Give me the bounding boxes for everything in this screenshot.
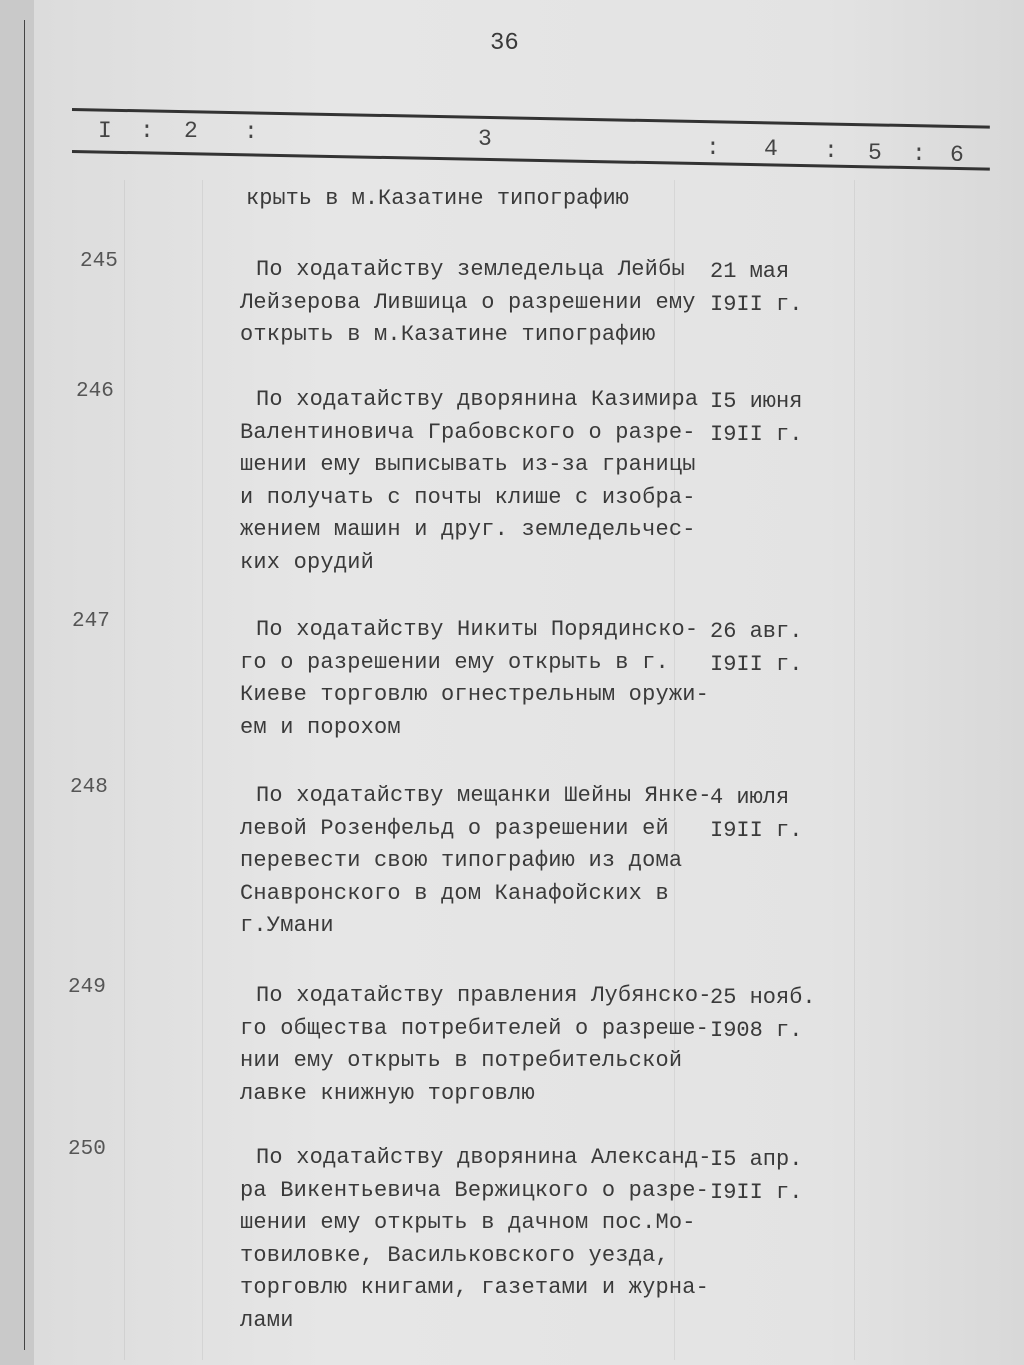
column-header-1: I (98, 118, 112, 144)
description-line: го о разрешении ему открыть в г. (240, 649, 669, 675)
description-line: Лейзерова Лившица о разрешении ему (240, 289, 696, 315)
description-line: жением машин и друг. земледельчес- (240, 517, 696, 542)
description-line: По ходатайству дворянина Александ- (256, 1145, 712, 1170)
column-separator: : (824, 138, 838, 164)
entry-date (710, 256, 802, 321)
date-line: I5 апр. (710, 1147, 803, 1172)
description-line: Снавронского в дом Канафойских в (240, 880, 669, 906)
description-line: открыть в м.Казатине типографию (240, 322, 656, 347)
entry-date (710, 386, 802, 451)
description-line: По ходатайству Никиты Порядинско- (256, 617, 699, 642)
page-number: 36 (490, 30, 519, 57)
binding-edge (0, 0, 36, 1365)
date-line: 4 июля (710, 785, 790, 810)
date-line: 21 мая (710, 259, 790, 284)
entry-date (710, 982, 816, 1047)
description-line: лавке книжную торговлю (240, 1080, 535, 1106)
entry-number: 248 (70, 776, 108, 799)
entry-description (240, 780, 712, 943)
date-line: I9II г. (710, 651, 803, 677)
column-separator: : (912, 141, 926, 167)
description-line: нии ему открыть в потребительской (240, 1048, 683, 1073)
entry-date (710, 782, 802, 847)
entry-description (240, 254, 696, 352)
entry-number: 245 (80, 250, 118, 273)
entry-date (710, 616, 802, 681)
column-header-5: 5 (868, 140, 882, 166)
entry-description (240, 1142, 712, 1337)
column-header-3: 3 (478, 126, 492, 152)
description-line: ра Викентьевича Вержицкого о разре- (240, 1177, 710, 1203)
entry-number: 246 (76, 380, 114, 403)
description-line: ем и порохом (240, 714, 401, 740)
description-line: перевести свою типографию из дома (240, 848, 683, 873)
column-header-4: 4 (764, 136, 778, 162)
entry-number: 247 (72, 610, 110, 633)
entry-number: 250 (68, 1138, 106, 1161)
description-line: шении ему открыть в дачном пос.Мо- (240, 1210, 696, 1235)
description-line: и получать с почты клише с изобра- (240, 484, 696, 510)
date-line: I9II г. (710, 1179, 803, 1205)
description-line: Валентиновича Грабовского о разре- (240, 419, 696, 445)
description-line: торговлю книгами, газетами и журна- (240, 1275, 710, 1300)
description-line: По ходатайству дворянина Казимира (256, 387, 699, 412)
description-line: левой Розенфельд о разрешении ей (240, 815, 669, 841)
date-line: I9II г. (710, 817, 803, 843)
entry-date (710, 1144, 802, 1209)
column-header-2: 2 (184, 118, 198, 144)
date-line: 25 нояб. (710, 985, 816, 1010)
description-line: ких орудий (240, 549, 375, 575)
date-line: I9II г. (710, 421, 803, 447)
date-line: I9II г. (710, 291, 803, 317)
date-line: 26 авг. (710, 619, 803, 644)
description-line: товиловке, Васильковского уезда, (240, 1242, 669, 1268)
column-header-6: 6 (950, 142, 964, 168)
description-line: По ходатайству земледельца Лейбы (256, 257, 685, 282)
description-line: го общества потребителей о разреше- (240, 1015, 710, 1041)
entry-description (240, 980, 712, 1110)
column-separator: : (706, 135, 720, 161)
description-line: Киеве торговлю огнестрельным оружи- (240, 682, 710, 707)
description-line: По ходатайству мещанки Шейны Янке- (256, 783, 712, 808)
entry-number: 249 (68, 976, 106, 999)
description-line: По ходатайству правления Лубянско- (256, 983, 712, 1008)
entry-description (240, 384, 698, 579)
date-line: I908 г. (710, 1017, 803, 1043)
description-line: шении ему выписывать из-за границы (240, 452, 696, 477)
continuation-text: крыть в м.Казатине типографию (246, 186, 629, 211)
description-line: г.Умани (240, 913, 334, 938)
description-line: лами (240, 1307, 294, 1333)
column-separator: : (244, 119, 258, 145)
entry-description (240, 614, 709, 744)
column-separator: : (140, 118, 154, 144)
date-line: I5 июня (710, 389, 803, 414)
